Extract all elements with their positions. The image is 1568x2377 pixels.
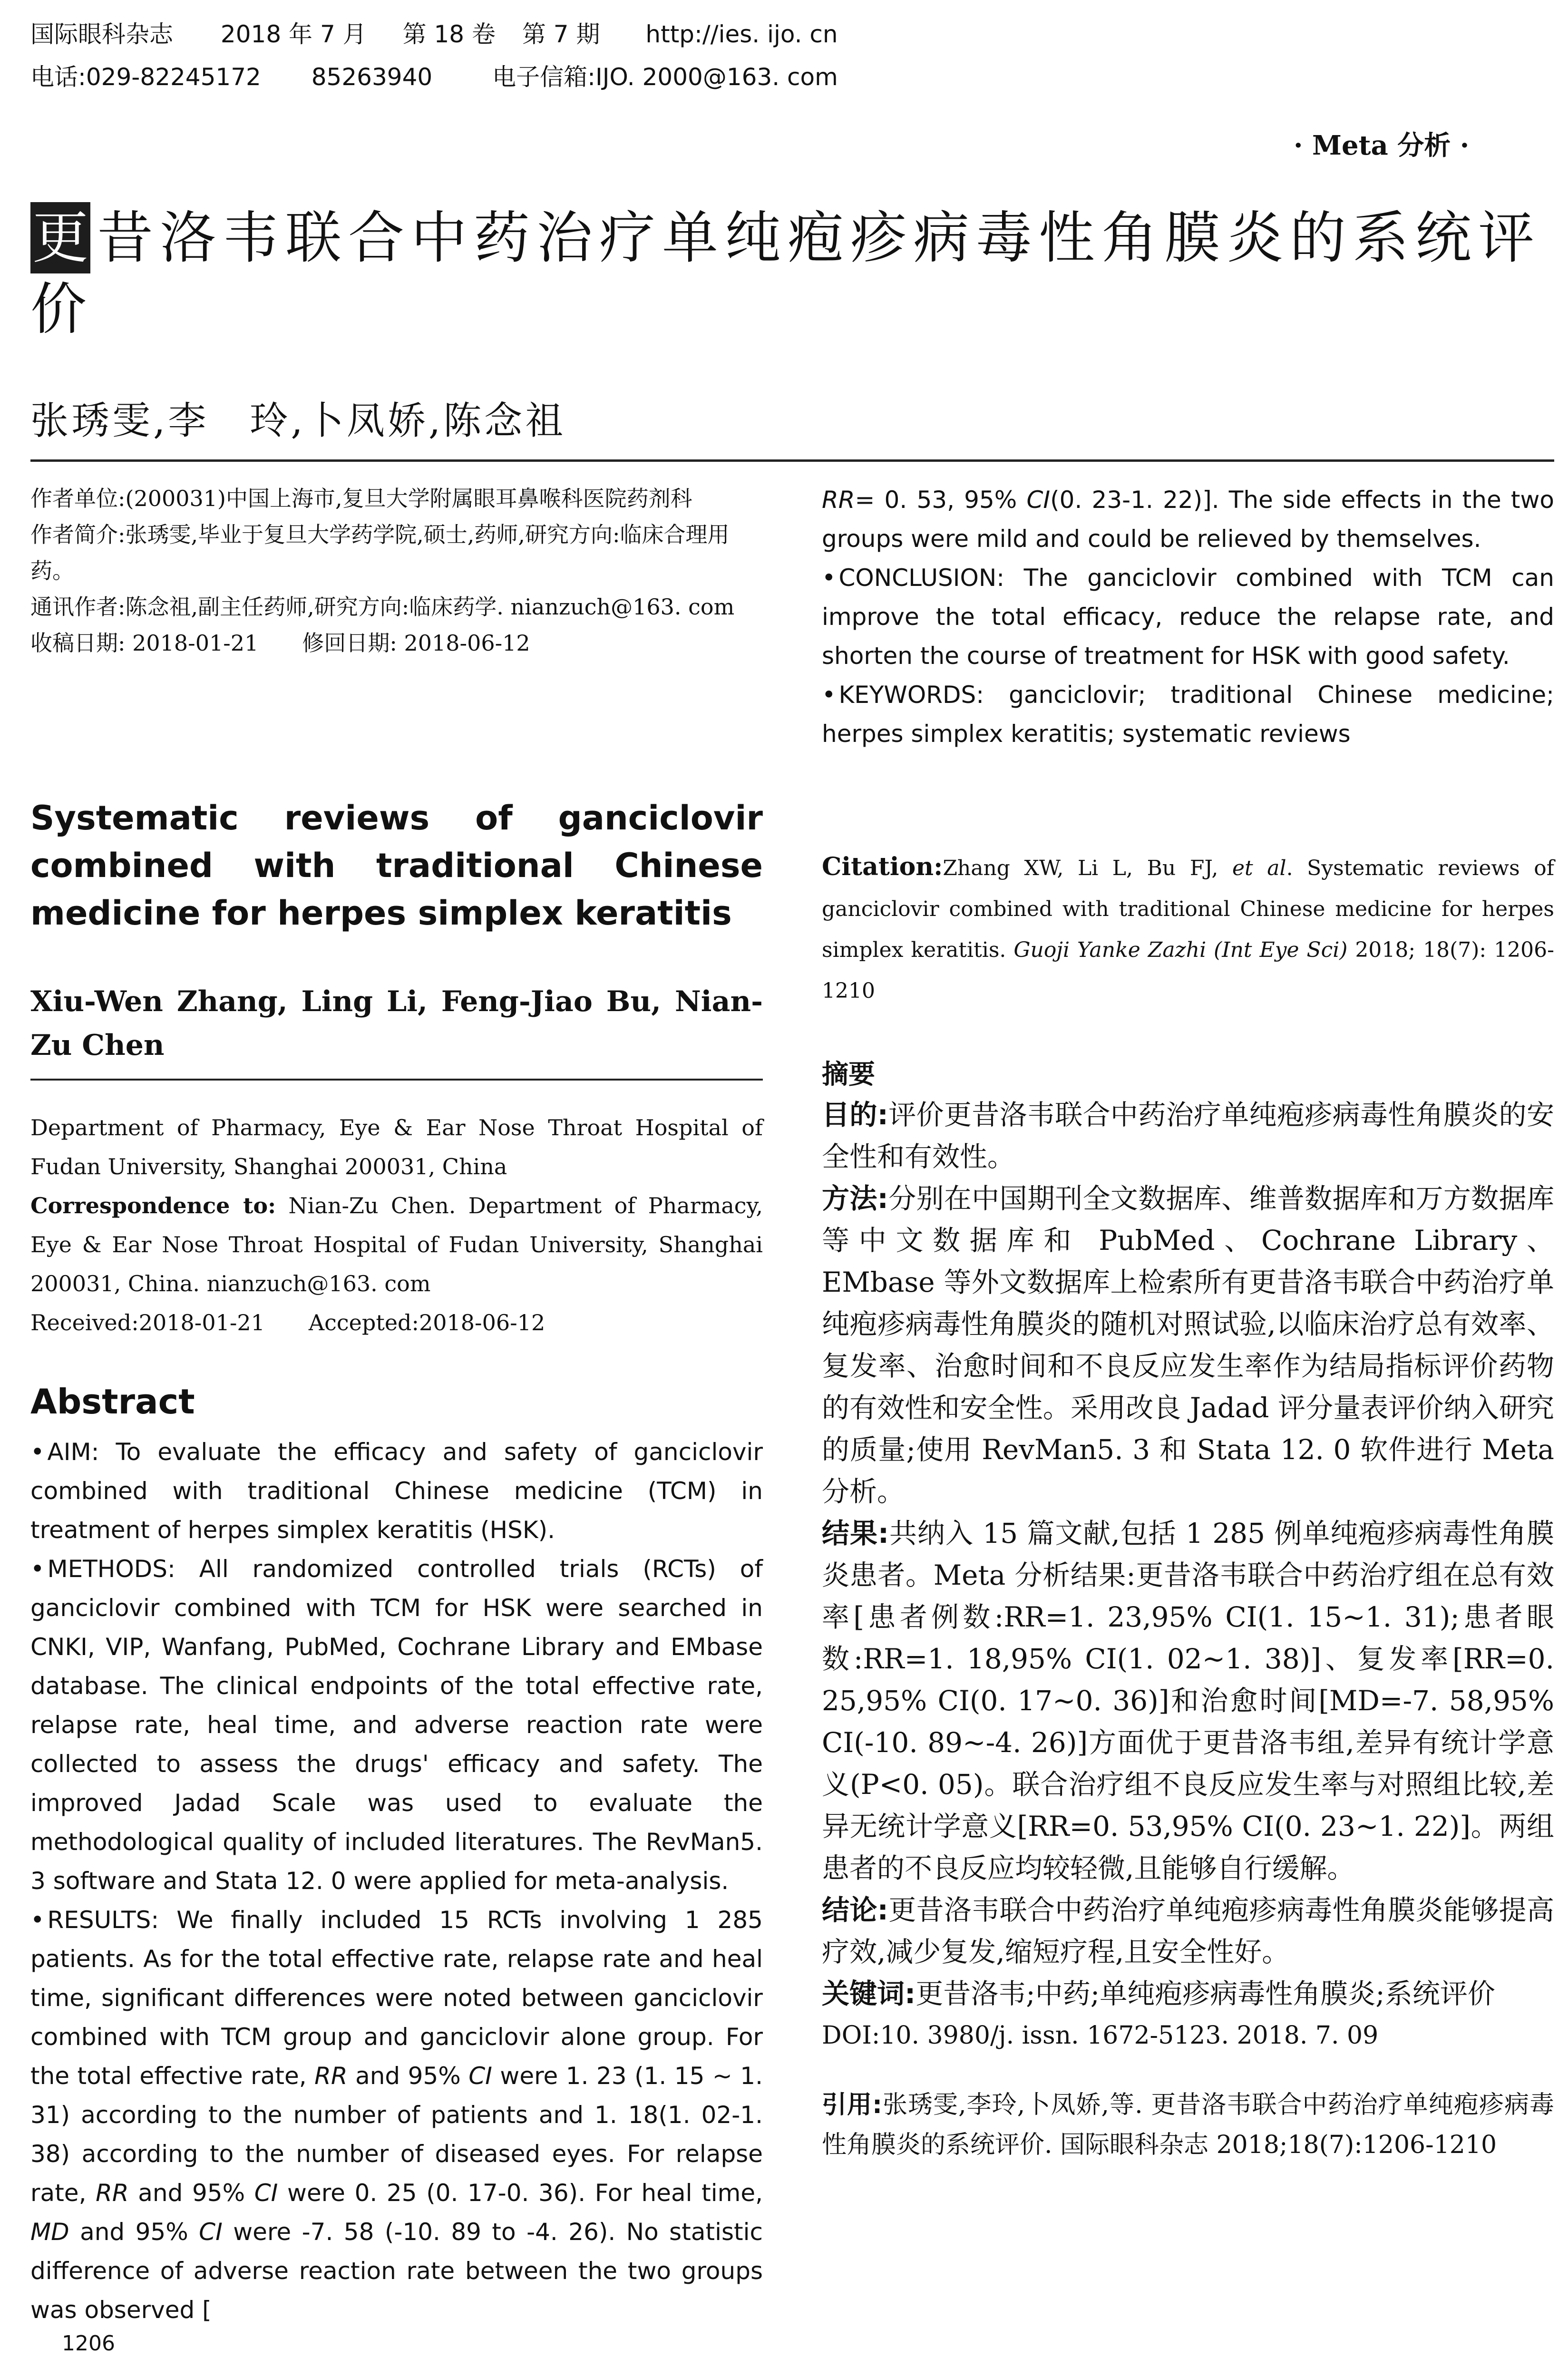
cn-unit: 作者单位:(200031)中国上海市,复旦大学附属眼耳鼻喉科医院药剂科 (30, 486, 692, 511)
affil-corr (30, 1186, 763, 1303)
section-tag: · Meta 分析 · (1294, 130, 1470, 161)
affil-dates: Received:2018-01-21 Accepted:2018-06-12 (30, 1310, 545, 1335)
english-abstract-continued (822, 480, 1554, 753)
cn-conclusion (822, 1889, 1554, 1973)
issue-date: 2018 年 7 月 (220, 20, 367, 48)
cn-aim-text: 评价更昔洛韦联合中药治疗单纯疱疹病毒性角膜炎的安全性和有效性。 (822, 1099, 1554, 1173)
cn-kw-label: 关键词: (822, 1978, 916, 2010)
cn-abstract-heading: 摘要 (822, 1059, 875, 1090)
abstract-results: • RESULTS: We finally included 15 RCTs involving 1 285 patients. As for the total effective rate, relapse rate and heal time, significant differences were noted between ganciclovir combined with TCM group and ganciclovir alone group. For the total effective rate, RR and 95% CI were 1. 23 (1. 15 ~ 1. 31) according to the number of patients and 1. 18(1. 02-1. 38) according to the number of diseased eyes. For relapse rate, RR and 95% CI were 0. 25 (0. 17-0. 36). For heal time, MD and 95% CI were -7. 58 (-10. 89 to -4. 26). No statistic difference of adverse reaction rate between the two groups was observed [ (30, 1906, 763, 2324)
title-text: 昔洛韦联合中药治疗单纯疱疹病毒性角膜炎的系统评价 (30, 205, 1541, 342)
phone: 电话:029-82245172 (30, 63, 261, 91)
results-a: RESULTS: We finally included 15 RCTs involving 1 285 patients. As for the total effective rate, relapse rate and heal time, significant differences were noted between ganciclovir combined with TCM group and ganciclovir alone group. For the total effective rate, (30, 1906, 763, 2090)
cn-cite (822, 2085, 1554, 2165)
results-b3: and 95% (69, 2218, 199, 2246)
cn-author-info (30, 480, 763, 661)
results-b: and 95% (347, 2062, 469, 2090)
results-e: were -7. 58 (-10. 89 to -4. 26). No statistic difference of adverse reaction rate between the two groups was observed [ (30, 2218, 763, 2324)
header-divider (30, 459, 1554, 462)
ci-symbol: CI (468, 2062, 492, 2090)
citation-journal: Guoji Yanke Zazhi (Int Eye Sci) (1013, 938, 1348, 962)
cn-result (822, 1512, 1554, 1889)
title-boxed-char: 更 (30, 202, 90, 273)
journal-header-line-2 (30, 62, 838, 92)
authors-divider (30, 1079, 763, 1081)
corr-text: Nian-Zu Chen. Department of Pharmacy, Eye & Ear Nose Throat Hospital of Fudan University, Shanghai 200031, China. nianzuch@163. com (30, 1193, 763, 1296)
cn-cite-text: 张琇雯,李玲,卜凤娇,等. 更昔洛韦联合中药治疗单纯疱疹病毒性角膜炎的系统评价. 国际眼科杂志 2018;18(7):1206-1210 (822, 2091, 1555, 2159)
cn-keywords (822, 1973, 1554, 2015)
cn-dates: 收稿日期: 2018-01-21 修回日期: 2018-06-12 (30, 630, 530, 656)
abstract-keywords: • KEYWORDS: ganciclovir; traditional Chinese medicine; herpes simplex keratitis; systematic reviews (822, 681, 1554, 748)
results-d: were 0. 25 (0. 17-0. 36). For heal time, (278, 2179, 763, 2207)
article-title (30, 202, 1552, 345)
citation-etal: et al (1232, 856, 1286, 880)
cn-method-text: 分别在中国期刊全文数据库、维普数据库和万方数据库等中文数据库和 PubMed、Cochrane Library、EMbase 等外文数据库上检索所有更昔洛韦联合中药治疗单纯疱疹病毒性角膜炎的随机对照试验,以临床治疗总有效率、复发率、治愈时间和不良反应发生率作为结局指标评价药物的有效性和安全性。采用改良 Jadad 评分量表评价纳入研究的质量;使用 RevMan5. 3 和 Stata 12. 0 软件进行 Meta 分析。 (822, 1182, 1554, 1508)
email: 电子信箱:IJO. 2000@163. com (492, 63, 838, 91)
citation-a: Zhang XW, Li L, Bu FJ, (943, 856, 1232, 880)
rr-symbol: RR (96, 2179, 129, 2207)
cn-method-label: 方法: (822, 1182, 888, 1215)
english-authors: Xiu-Wen Zhang, Ling Li, Feng-Jiao Bu, Nian-Zu Chen (30, 985, 763, 1062)
cn-corr: 通讯作者:陈念祖,副主任药师,研究方向:临床药学. nianzuch@163. com (30, 594, 735, 620)
results-b2: and 95% (128, 2179, 254, 2207)
ci-symbol: CI (254, 2179, 278, 2207)
page-number: 1206 (62, 2331, 115, 2356)
cn-abstract (822, 1094, 1554, 2165)
abstract-aim: • AIM: To evaluate the efficacy and safety of ganciclovir combined with traditional Chinese medicine (TCM) in treatment of herpes simplex keratitis (HSK). (30, 1438, 763, 1544)
corr-label: Correspondence to: (30, 1193, 276, 1218)
aim-text: AIM: To evaluate the efficacy and safety of ganciclovir combined with traditional Chinese medicine (TCM) in treatment of herpes simplex keratitis (HSK). (30, 1438, 763, 1544)
cn-concl-text: 更昔洛韦联合中药治疗单纯疱疹病毒性角膜炎能够提高疗效,减少复发,缩短疗程,且安全性好。 (822, 1894, 1554, 1968)
conclusion-text: CONCLUSION: The ganciclovir combined with TCM can improve the total efficacy, reduce the relapse rate, and shorten the course of treatment for HSK with good safety. (822, 564, 1554, 670)
citation-b: . Systematic reviews of ganciclovir combined with traditional Chinese medicine for herpes simplex keratitis. (822, 856, 1555, 962)
results-c: were 1. 23 (1. 15 ~ 1. 31) according to the number of patients and 1. 18(1. 02-1. 38) according to the number of diseased eyes. For relapse rate, (30, 2062, 763, 2207)
cn-bio: 作者简介:张琇雯,毕业于复旦大学药学院,硕士,药师,研究方向:临床合理用药。 (30, 522, 730, 584)
affil-dept: Department of Pharmacy, Eye & Ear Nose Throat Hospital of Fudan University, Shanghai 200031, China (30, 1115, 763, 1179)
doi: DOI:10. 3980/j. issn. 1672-5123. 2018. 7. 09 (822, 2021, 1379, 2050)
journal-url: http://ies. ijo. cn (645, 20, 838, 48)
cn-kw-text: 更昔洛韦;中药;单纯疱疹病毒性角膜炎;系统评价 (915, 1978, 1495, 2010)
phone-2: 85263940 (311, 63, 433, 91)
abstract-heading: Abstract (30, 1382, 195, 1422)
cn-aim (822, 1094, 1554, 1178)
volume: 第 18 卷 (402, 20, 496, 48)
journal-name: 国际眼科杂志 (30, 20, 173, 48)
affiliation (30, 1108, 763, 1342)
md-symbol: MD (30, 2218, 69, 2246)
cn-concl-label: 结论: (822, 1894, 888, 1926)
cn-method (822, 1178, 1554, 1512)
keywords-text: KEYWORDS: ganciclovir; traditional Chinese medicine; herpes simplex keratitis; systematic reviews (822, 681, 1554, 748)
cn-result-text: 共纳入 15 篇文献,包括 1 285 例单纯疱疹病毒性角膜炎患者。Meta 分析结果:更昔洛韦联合中药治疗组在总有效率[患者例数:RR=1. 23,95% CI(1. 15~1. 31);患者眼数:RR=1. 18,95% CI(1. 02~1. 38)]、复发率[RR=0. 25,95% CI(0. 17~0. 36)]和治愈时间[MD=-7. 58,95% CI(-10. 89~-4. 26)]方面优于更昔洛韦组,差异有统计学意义(P<0. 05)。联合治疗组不良反应发生率与对照组比较,差异无统计学意义[RR=0. 53,95% CI(0. 23~1. 22)]。两组患者的不良反应均较轻微,且能够自行缓解。 (822, 1517, 1554, 1884)
cn-aim-label: 目的: (822, 1099, 888, 1131)
cn-cite-label: 引用: (822, 2091, 882, 2119)
rr-symbol: RR (822, 486, 855, 514)
results-f: = 0. 53, 95% (855, 486, 1027, 514)
ci-symbol: CI (199, 2218, 223, 2246)
rr-symbol: RR (314, 2062, 348, 2090)
cn-result-label: 结果: (822, 1517, 889, 1549)
citation-label: Citation: (822, 852, 943, 881)
english-title: Systematic reviews of ganciclovir combined with traditional Chinese medicine for herpes simplex keratitis (30, 799, 763, 933)
abstract-results-cont (822, 480, 1554, 558)
results-g: (0. 23-1. 22)]. The side effects in the two groups were mild and could be relieved by themselves. (822, 486, 1554, 553)
issue: 第 7 期 (522, 20, 600, 48)
abstract-conclusion: • CONCLUSION: The ganciclovir combined with TCM can improve the total efficacy, reduce the relapse rate, and shorten the course of treatment for HSK with good safety. (822, 564, 1554, 670)
english-abstract (30, 1432, 763, 2329)
citation-c: 2018; 18(7): 1206-1210 (822, 938, 1554, 1003)
abstract-methods: • METHODS: All randomized controlled trials (RCTs) of ganciclovir combined with TCM for HSK were searched in CNKI, VIP, Wanfang, PubMed, Cochrane Library and EMbase database. The clinical endpoints of the total effective rate, relapse rate, heal time, and adverse reaction rate were collected to assess the drugs' efficacy and safety. The improved Jadad Scale was used to evaluate the methodological quality of included literatures. The RevMan5. 3 software and Stata 12. 0 were applied for meta-analysis. (30, 1555, 763, 1895)
authors-cn: 张琇雯,李 玲,卜凤娇,陈念祖 (30, 399, 566, 443)
ci-symbol: CI (1026, 486, 1051, 514)
methods-text: METHODS: All randomized controlled trials (RCTs) of ganciclovir combined with TCM for HSK were searched in CNKI, VIP, Wanfang, PubMed, Cochrane Library and EMbase database. The clinical endpoints of the total effective rate, relapse rate, heal time, and adverse reaction rate were collected to assess the drugs' efficacy and safety. The improved Jadad Scale was used to evaluate the methodological quality of included literatures. The RevMan5. 3 software and Stata 12. 0 were applied for meta-analysis. (30, 1555, 763, 1895)
journal-header-line-1 (30, 19, 838, 49)
citation (822, 847, 1554, 1012)
